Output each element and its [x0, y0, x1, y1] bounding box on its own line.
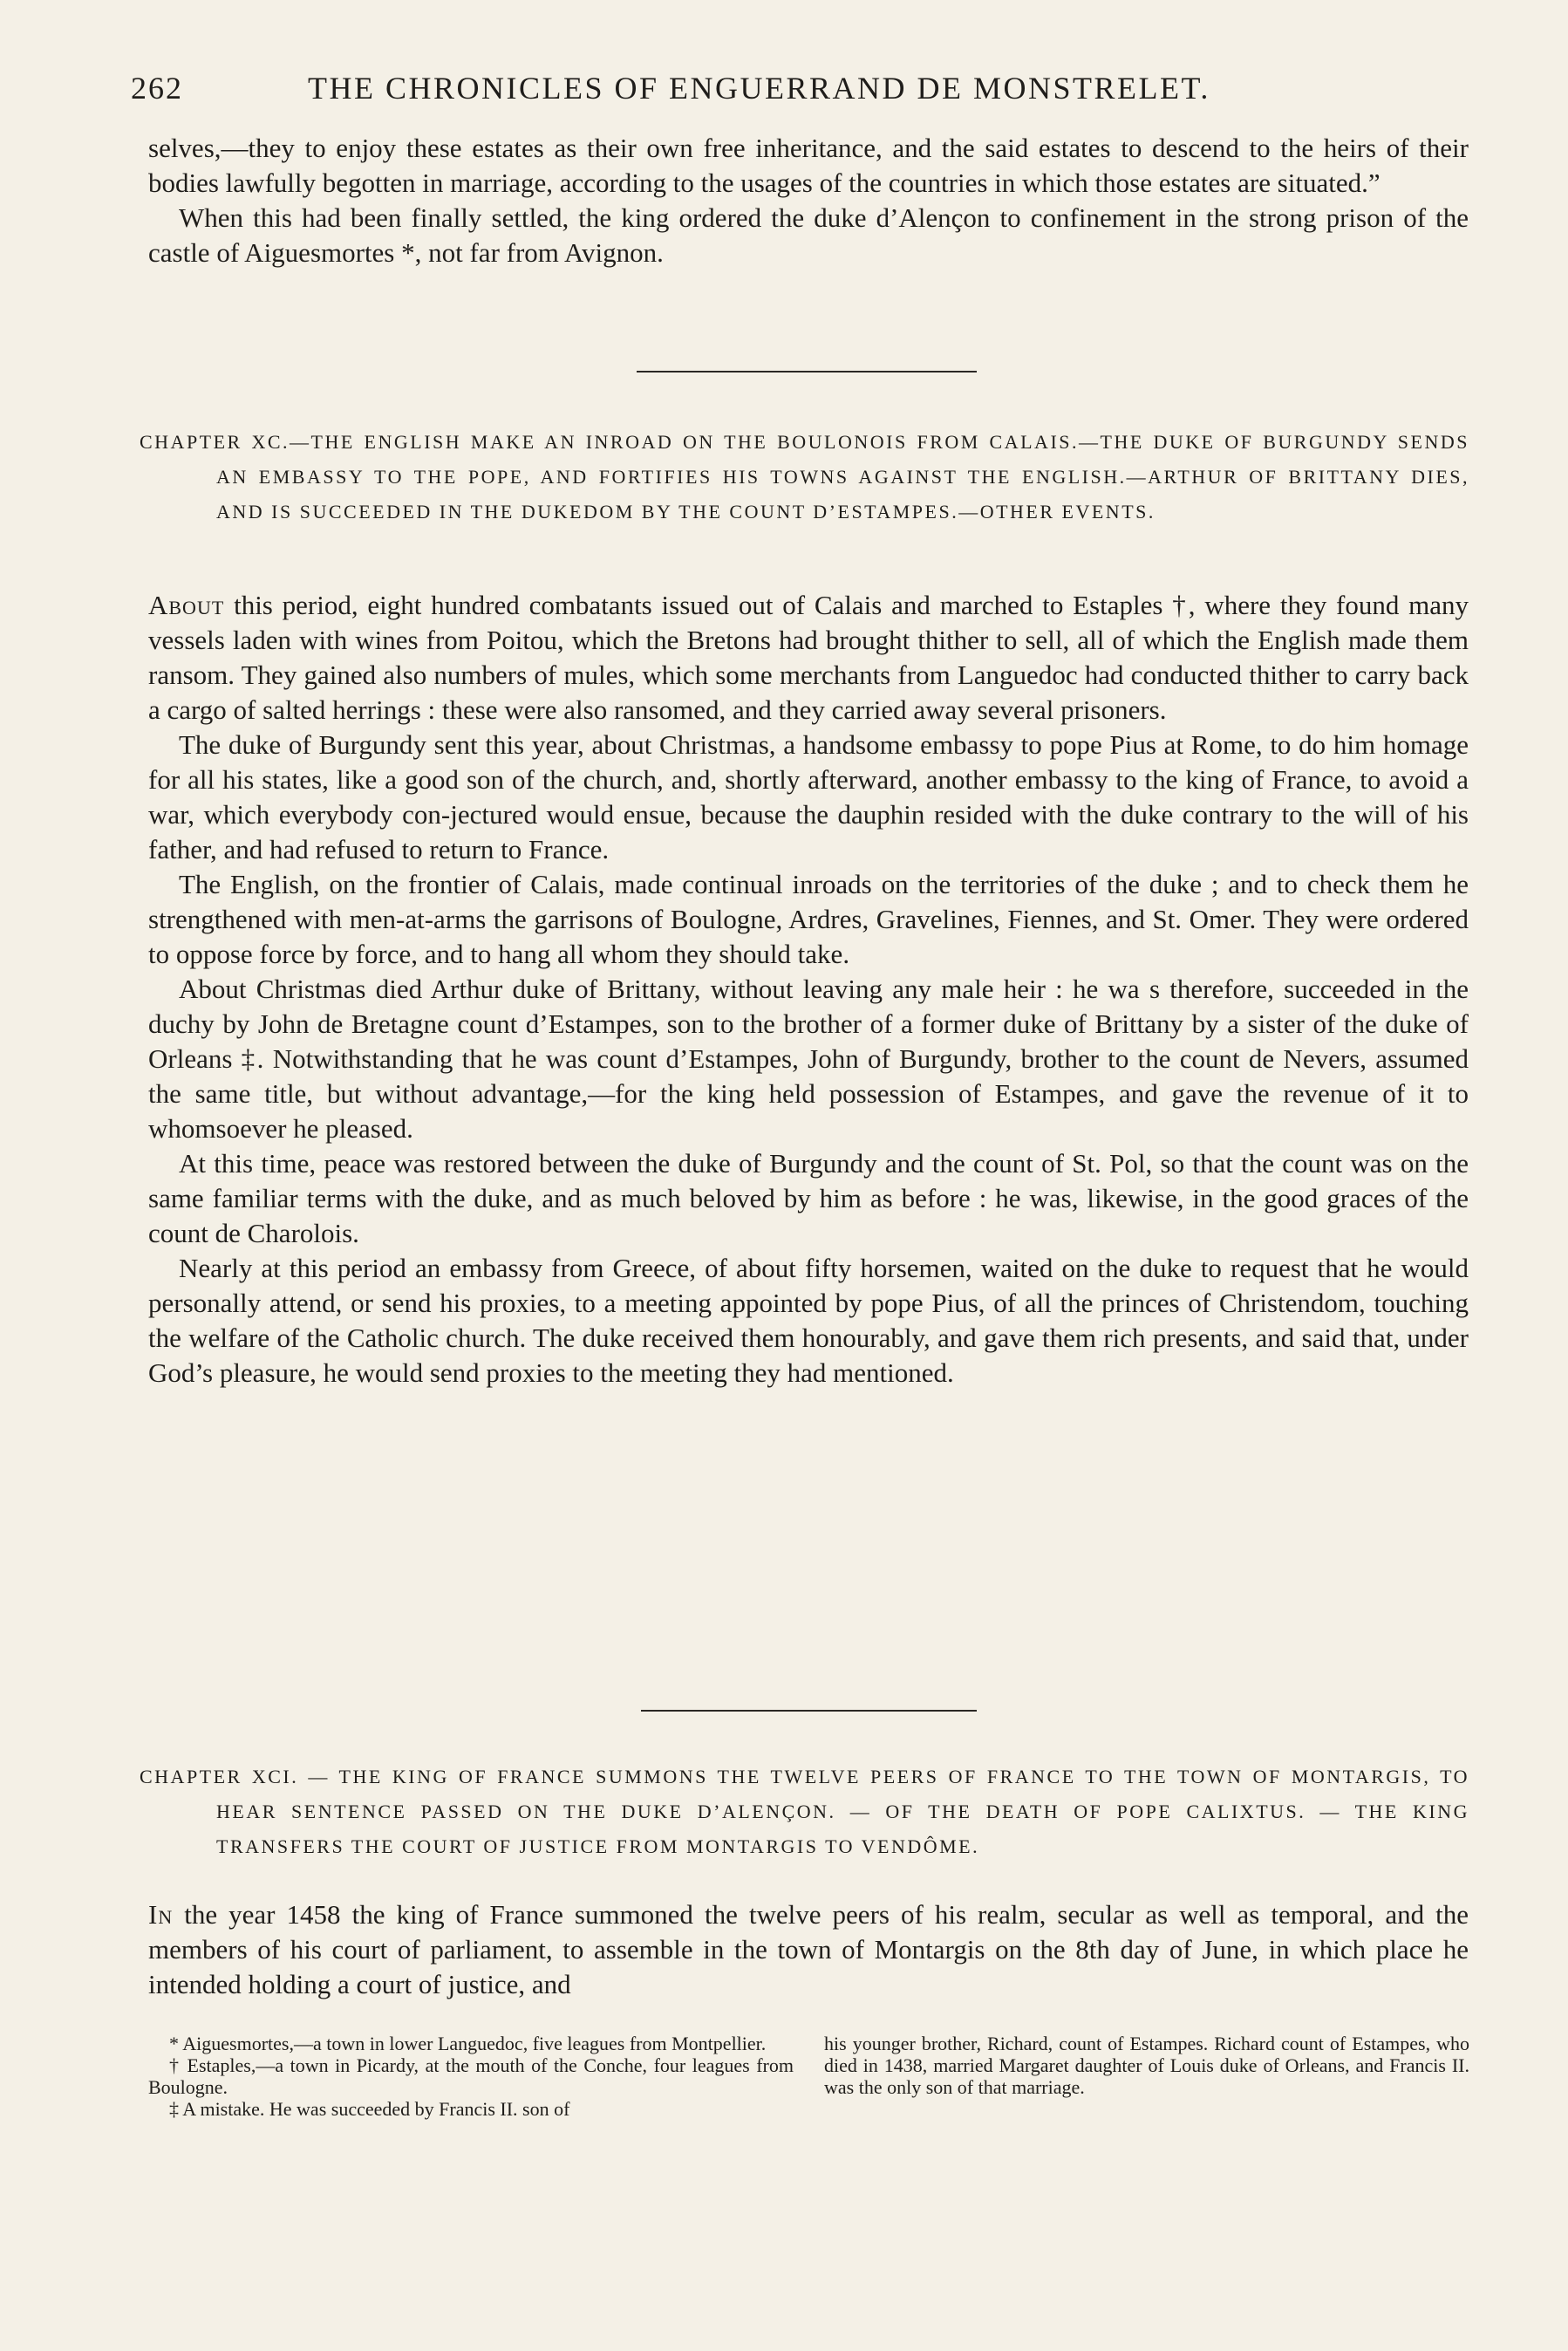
chapter-xc-paragraph-2: The duke of Burgundy sent this year, about Christmas, a handsome embassy to pope Pius at Rome, to do him homage for all his states, like a good son of the church, and, shortly afterward, another embassy to the king of France, to avoid a war, which everybody con-jectured would ensue, because the dauphin resided with the duke contrary to the will of his father, and had refused to return to France. [148, 729, 1469, 865]
chapter-xc-heading-text: CHAPTER XC.—THE ENGLISH MAKE AN INROAD ON THE BOULONOIS FROM CALAIS.—THE DUKE OF BURGUNDY SENDS AN EMBASSY TO THE POPE, AND FORTIFIES HIS TOWNS AGAINST THE ENGLISH.—ARTHUR OF BRITTANY DIES, AND IS SUCCEEDED IN THE DUKEDOM BY THE COUNT D’ESTAMPES.—OTHER EVENTS. [140, 431, 1469, 523]
intro-paragraph-2: When this had been finally settled, the king ordered the duke d’Alençon to confinement in the strong prison of the castle of Aiguesmortes *, not far from Avignon. [148, 202, 1469, 268]
chapter-xci-paragraph-1 [148, 1897, 1469, 2002]
chapter-xci-first-word: In [148, 1899, 174, 1930]
chapter-xc-paragraph-5: At this time, peace was restored between the duke of Burgundy and the count of St. Pol, so that the count was on the same familiar terms with the duke, and as much beloved by him as before : he was, likewise, in the good graces of the count de Charolois. [148, 1148, 1469, 1248]
chapter-xci-body [148, 1897, 1469, 2002]
footnote-continuation: his younger brother, Richard, count of Estampes. Richard count of Estampes, who died in 1438, married Margaret daughter of Louis duke of Orleans, and Francis II. was the only son of that marriage. [824, 2033, 1469, 2098]
intro-text [148, 131, 1469, 270]
chapter-xc-heading [140, 425, 1469, 530]
running-title: THE CHRONICLES OF ENGUERRAND DE MONSTRELET. [308, 71, 1210, 106]
footnote-dagger: † Estaples,—a town in Picardy, at the mouth of the Conche, four leagues from Boulogne. [148, 2054, 794, 2098]
chapter-xc-paragraph-3: The English, on the frontier of Calais, made continual inroads on the territories of the duke ; and to check them he strengthened with men-at-arms the garrisons of Boulogne, Ardres, Gravelines, Fiennes, and St. Omer. They were ordered to oppose force by force, and to hang all whom they should take. [148, 869, 1469, 969]
footnotes-left-column [148, 2033, 794, 2120]
intro-paragraph-1: selves,—they to enjoy these estates as their own free inheritance, and the said estates to descend to the heirs of their bodies lawfully begotten in marriage, according to the usages of the countries in which those estates are situated.” [148, 133, 1469, 198]
footnotes-right-column [824, 2033, 1469, 2098]
chapter-xc-paragraph-6: Nearly at this period an embassy from Greece, of about fifty horsemen, waited on the duke to request that he would personally attend, or send his proxies, to a meeting appointed by pope Pius, of all the princes of Christendom, touching the welfare of the Catholic church. The duke received them honourably, and gave them rich presents, and said that, under God’s pleasure, he would send proxies to the meeting they had mentioned. [148, 1253, 1469, 1388]
chapter-xc-first-word: About [148, 590, 225, 620]
section-divider-2 [641, 1710, 977, 1712]
chapter-xc-paragraph-1-text: this period, eight hundred combatants issued out of Calais and marched to Estaples †, where they found many vessels laden with wines from Poitou, which the Bretons had brought thither to sell, all of which the English made them ransom. They gained also numbers of mules, which some merchants from Languedoc had conducted thither to carry back a cargo of salted herrings : these were also ransomed, and they carried away several prisoners. [148, 590, 1469, 725]
chapter-xc-body [148, 588, 1469, 1391]
chapter-xci-paragraph-1-text: the year 1458 the king of France summoned the twelve peers of his realm, secular as well as temporal, and the members of his court of parliament, to assemble in the town of Montargis on the 8th day of June, in which place he intended holding a court of justice, and [148, 1899, 1469, 1999]
chapter-xci-heading-text: CHAPTER XCI. — THE KING OF FRANCE SUMMONS THE TWELVE PEERS OF FRANCE TO THE TOWN OF MONTARGIS, TO HEAR SENTENCE PASSED ON THE DUKE D’ALENÇON. — OF THE DEATH OF POPE CALIXTUS. — THE KING TRANSFERS THE COURT OF JUSTICE FROM MONTARGIS TO VENDÔME. [140, 1766, 1469, 1857]
chapter-xci-heading [140, 1760, 1469, 1864]
section-divider [637, 371, 977, 372]
chapter-xc-paragraph-1 [148, 588, 1469, 728]
chapter-xc-paragraph-4: About Christmas died Arthur duke of Brittany, without leaving any male heir : he wa s therefore, succeeded in the duchy by John de Bretagne count d’Estampes, son to the brother of a former duke of Brittany by a sister of the duke of Orleans ‡. Notwithstanding that he was count d’Estampes, John of Burgundy, brother to the count de Nevers, assumed the same title, but without advantage,—for the king held possession of Estampes, and gave the revenue of it to whomsoever he pleased. [148, 974, 1469, 1144]
page-number: 262 [131, 71, 183, 106]
footnote-asterisk: * Aiguesmortes,—a town in lower Languedoc, five leagues from Montpellier. [169, 2033, 767, 2054]
footnote-double-dagger: ‡ A mistake. He was succeeded by Francis II. son of [169, 2098, 570, 2120]
